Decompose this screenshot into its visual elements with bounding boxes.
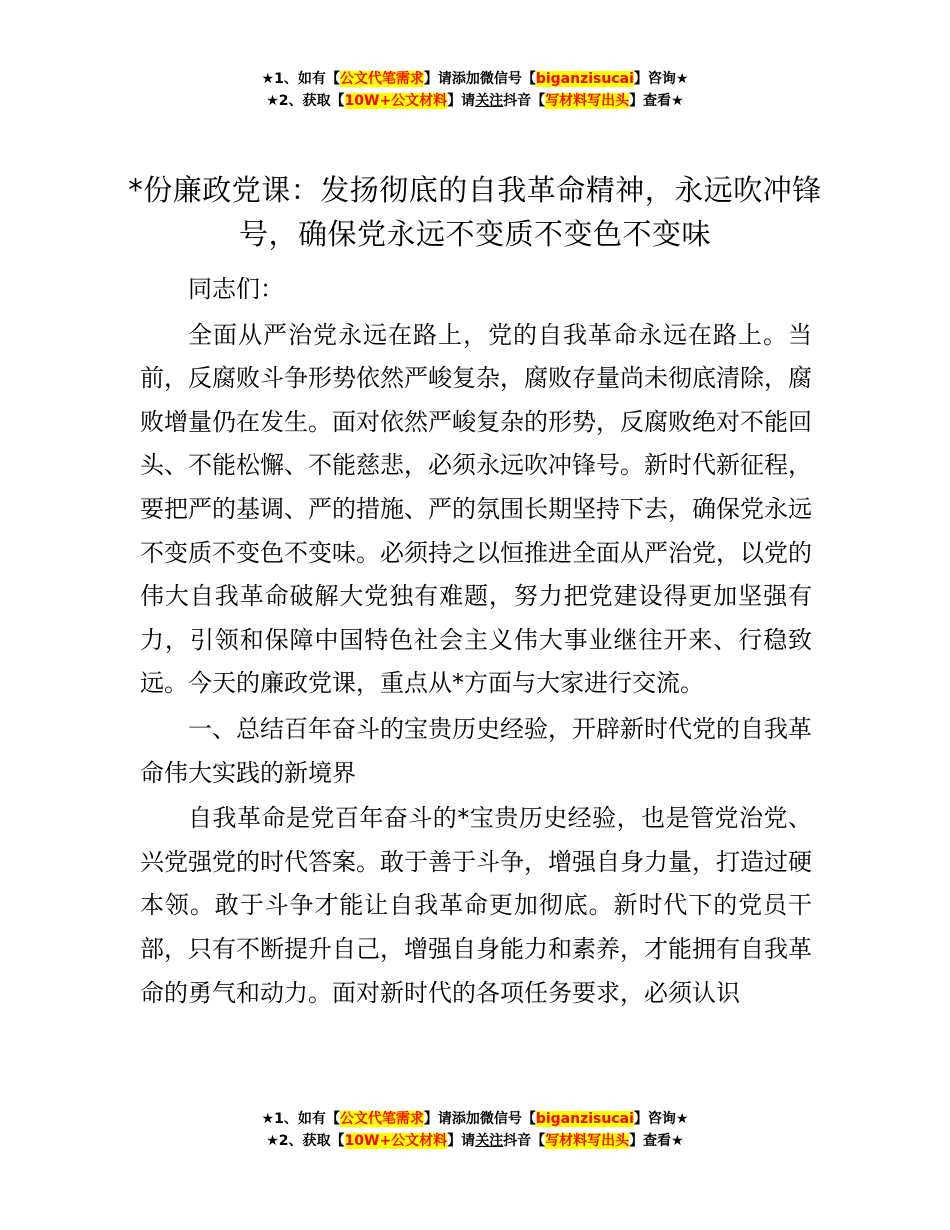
banner-text: 】请添加微信号【 bbox=[423, 71, 536, 87]
document-title: *份廉政党课：发扬彻底的自我革命精神，永远吹冲锋号，确保党永远不变质不变色不变味 bbox=[128, 173, 822, 251]
banner-text: 抖音【 bbox=[503, 1133, 546, 1149]
banner-text: ★2、获取【 bbox=[266, 1133, 345, 1149]
banner-text: ★2、获取【 bbox=[266, 93, 345, 109]
header-banner bbox=[0, 68, 950, 112]
section-heading-1: 一、总结百年奋斗的宝贵历史经验，开辟新时代党的自我革命伟大实践的新境界 bbox=[140, 714, 812, 787]
banner-text: 】请 bbox=[447, 1133, 476, 1149]
highlight-wechat-id: biganzisucai bbox=[535, 1111, 634, 1127]
highlight-douyin-account: 写材料写出头 bbox=[545, 1133, 630, 1149]
banner-text: ★1、如有【 bbox=[261, 1111, 340, 1127]
banner-text: 】查看★ bbox=[629, 93, 684, 109]
highlight-ghostwriting: 公文代笔需求 bbox=[339, 1111, 424, 1127]
banner-text: 】咨询★ bbox=[633, 71, 689, 87]
highlight-wechat-id: biganzisucai bbox=[535, 71, 634, 87]
highlight-douyin-account: 写材料写出头 bbox=[545, 93, 630, 109]
underlined-follow: 关注 bbox=[475, 1133, 504, 1149]
highlight-materials: 10W+公文材料 bbox=[344, 1133, 448, 1149]
salutation: 同志们： bbox=[188, 275, 284, 303]
banner-line-2 bbox=[0, 1130, 950, 1152]
banner-text: 】咨询★ bbox=[633, 1111, 689, 1127]
banner-text: 】请 bbox=[447, 93, 476, 109]
banner-line-2 bbox=[0, 90, 950, 112]
banner-text: 】查看★ bbox=[629, 1133, 684, 1149]
paragraph-section-1: 自我革命是党百年奋斗的*宝贵历史经验，也是管党治党、兴党强党的时代答案。敢于善于斗争，增强自身力量，打造过硬本领。敢于斗争才能让自我革命更加彻底。新时代下的党员干部，只有不断提升自己，增强自身能力和素养，才能拥有自我革命的勇气和动力。面对新时代的各项任务要求，必须认识 bbox=[140, 804, 812, 1007]
document-body bbox=[140, 268, 812, 1017]
highlight-materials: 10W+公文材料 bbox=[344, 93, 448, 109]
underlined-follow: 关注 bbox=[475, 93, 504, 109]
highlight-ghostwriting: 公文代笔需求 bbox=[339, 71, 424, 87]
banner-text: ★1、如有【 bbox=[261, 71, 340, 87]
footer-banner bbox=[0, 1108, 950, 1152]
banner-text: 抖音【 bbox=[503, 93, 546, 109]
banner-line-1 bbox=[0, 68, 950, 90]
banner-text: 】请添加微信号【 bbox=[423, 1111, 536, 1127]
paragraph-intro: 全面从严治党永远在路上，党的自我革命永远在路上。当前，反腐败斗争形势依然严峻复杂，腐败存量尚未彻底清除，腐败增量仍在发生。面对依然严峻复杂的形势，反腐败绝对不能回头、不能松懈、不能慈悲，必须永远吹冲锋号。新时代新征程，要把严的基调、严的措施、严的氛围长期坚持下去，确保党永远不变质不变色不变味。必须持之以恒推进全面从严治党，以党的伟大自我革命破解大党独有难题，努力把党建设得更加坚强有力，引领和保障中国特色社会主义伟大事业继往开来、行稳致远。今天的廉政党课，重点从*方面与大家进行交流。 bbox=[140, 320, 812, 698]
banner-line-1 bbox=[0, 1108, 950, 1130]
